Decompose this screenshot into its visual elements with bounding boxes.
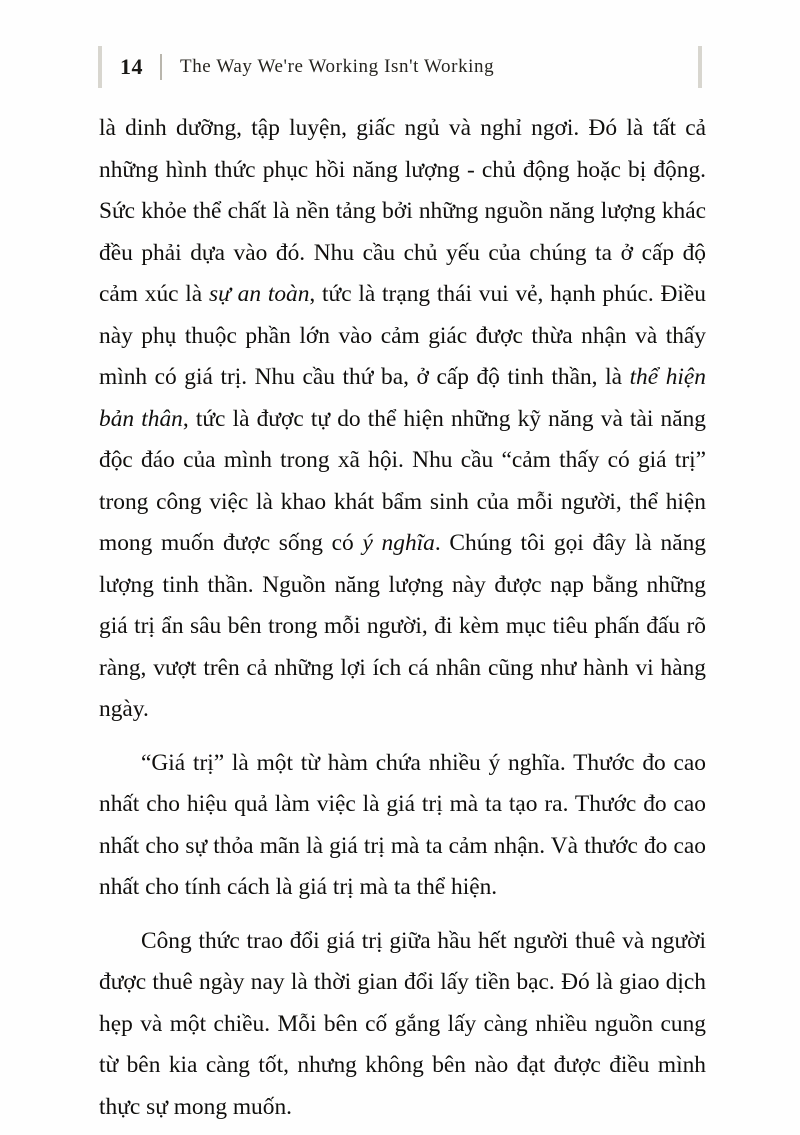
running-head-divider	[160, 54, 162, 80]
paragraph-1: là dinh dưỡng, tập luyện, giấc ngủ và nghỉ ngơi. Đó là tất cả những hình thức phục hồi năng lượng - chủ động hoặc bị động. Sức khỏe thể chất là nền tảng bởi những nguồn năng lượng khác đều phải dựa vào đó. Nhu cầu chủ yếu của chúng ta ở cấp độ cảm xúc là sự an toàn, tức là trạng thái vui vẻ, hạnh phúc. Điều này phụ thuộc phần lớn vào cảm giác được thừa nhận và thấy mình có giá trị. Nhu cầu thứ ba, ở cấp độ tinh thần, là thể hiện bản thân, tức là được tự do thể hiện những kỹ năng và tài năng độc đáo của mình trong xã hội. Nhu cầu “cảm thấy có giá trị” trong công việc là khao khát bẩm sinh của mỗi người, thể hiện mong muốn được sống có ý nghĩa. Chúng tôi gọi đây là năng lượng tinh thần. Nguồn năng lượng này được nạp bằng những giá trị ẩn sâu bên trong mỗi người, đi kèm mục tiêu phấn đấu rõ ràng, vượt trên cả những lợi ích cá nhân cũng như hành vi hàng ngày.	[99, 115, 706, 722]
running-head	[98, 46, 702, 88]
book-title: The Way We're Working Isn't Working	[180, 56, 495, 77]
paragraph-2: “Giá trị” là một từ hàm chứa nhiều ý nghĩa. Thước đo cao nhất cho hiệu quả làm việc là giá trị mà ta tạo ra. Thước đo cao nhất cho sự thỏa mãn là giá trị mà ta cảm nhận. Và thước đo cao nhất cho tính cách là giá trị mà ta thể hiện.	[99, 749, 706, 900]
paragraph-3: Công thức trao đổi giá trị giữa hầu hết người thuê và người được thuê ngày nay là thời gian đổi lấy tiền bạc. Đó là giao dịch hẹp và một chiều. Mỗi bên cố gắng lấy càng nhiều nguồn cung từ bên kia càng tốt, nhưng không bên nào đạt được điều mình thực sự mong muốn.	[99, 927, 706, 1120]
running-head-left-rule	[98, 46, 102, 88]
page-number: 14	[120, 54, 143, 79]
running-head-right-rule	[512, 46, 702, 88]
body-text	[99, 108, 706, 1128]
